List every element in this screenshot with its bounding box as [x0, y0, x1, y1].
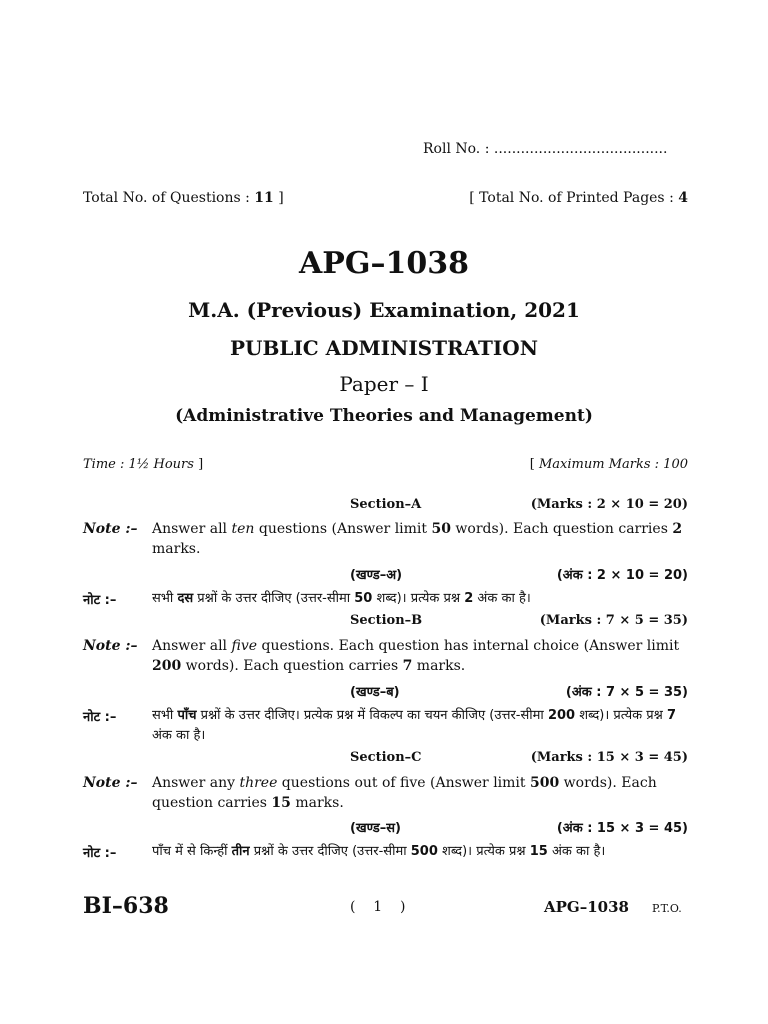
maximum-marks: [ Maximum Marks : 100	[529, 457, 688, 472]
roll-no-label: Roll No. : .......................................	[423, 141, 668, 157]
section-c-marks: (Marks : 15 × 3 = 45)	[530, 750, 688, 765]
paper-subtitle: (Administrative Theories and Management)	[175, 406, 593, 426]
section-b-marks: (Marks : 7 × 5 = 35)	[539, 613, 688, 628]
roll-no-dots: .......................................	[493, 141, 668, 157]
section-c-hindi-marks: (अंक : 15 × 3 = 45)	[556, 821, 688, 836]
total-pages-value: 4	[678, 190, 688, 206]
section-a-note-text: Answer all ten questions (Answer limit 50 words). Each question carries 2 marks.	[152, 521, 683, 557]
total-printed-pages: [ Total No. of Printed Pages : 4	[469, 190, 688, 206]
total-questions: Total No. of Questions : 11 ]	[83, 190, 284, 206]
section-a-hindi-marks: (अंक : 2 × 10 = 20)	[556, 568, 688, 583]
section-c-note-label: Note :–	[83, 775, 138, 791]
section-c-heading: Section–C	[350, 750, 422, 765]
footer-code-right: APG–1038	[544, 898, 629, 916]
section-a-marks: (Marks : 2 × 10 = 20)	[530, 497, 688, 512]
section-b-note-text: Answer all five questions. Each question has internal choice (Answer limit 200 words). Each question carries 7 marks.	[152, 638, 680, 674]
section-a-heading: Section–A	[350, 497, 422, 512]
section-b-note-label: Note :–	[83, 638, 138, 654]
section-b-hindi-heading: (खण्ड–ब)	[350, 685, 400, 700]
paper-number: Paper – I	[339, 372, 429, 396]
section-c-note-text: Answer any three questions out of five (Answer limit 500 words). Each question carries 15 marks.	[152, 775, 657, 811]
subject-title: PUBLIC ADMINISTRATION	[230, 336, 538, 360]
section-a-hindi-heading: (खण्ड–अ)	[350, 568, 403, 583]
section-a-hindi-note-label: नोट :–	[83, 593, 117, 608]
time-allowed: Time : 1½ Hours ]	[83, 457, 204, 472]
footer-code-left: BI–638	[83, 893, 169, 919]
page-number: ( 1 )	[350, 899, 406, 915]
total-questions-value: 11	[254, 190, 274, 206]
section-a-hindi-note-text: सभी दस प्रश्नों के उत्तर दीजिए (उत्तर-सीमा 50 शब्द)। प्रत्येक प्रश्न 2 अंक का है।	[152, 591, 531, 606]
section-c-hindi-note-label: नोट :–	[83, 846, 117, 861]
exam-title: M.A. (Previous) Examination, 2021	[188, 298, 580, 322]
section-b-hindi-note-label: नोट :–	[83, 710, 117, 725]
pto-label: P.T.O.	[652, 902, 682, 915]
section-c-hindi-heading: (खण्ड–स)	[350, 821, 401, 836]
paper-code-title: APG–1038	[299, 246, 469, 281]
section-a-note-label: Note :–	[83, 521, 138, 537]
section-b-hindi-note-text: सभी पाँच प्रश्नों के उत्तर दीजिए। प्रत्येक प्रश्न में विकल्प का चयन कीजिए (उत्तर-सीमा 200 शब्द)। प्रत्येक प्रश्न 7 अंक का है।	[152, 708, 677, 743]
section-b-hindi-marks: (अंक : 7 × 5 = 35)	[565, 685, 688, 700]
section-c-hindi-note-text: पाँच में से किन्हीं तीन प्रश्नों के उत्तर दीजिए (उत्तर-सीमा 500 शब्द)। प्रत्येक प्रश्न 15 अंक का है।	[152, 844, 606, 859]
section-b-heading: Section–B	[350, 613, 423, 628]
